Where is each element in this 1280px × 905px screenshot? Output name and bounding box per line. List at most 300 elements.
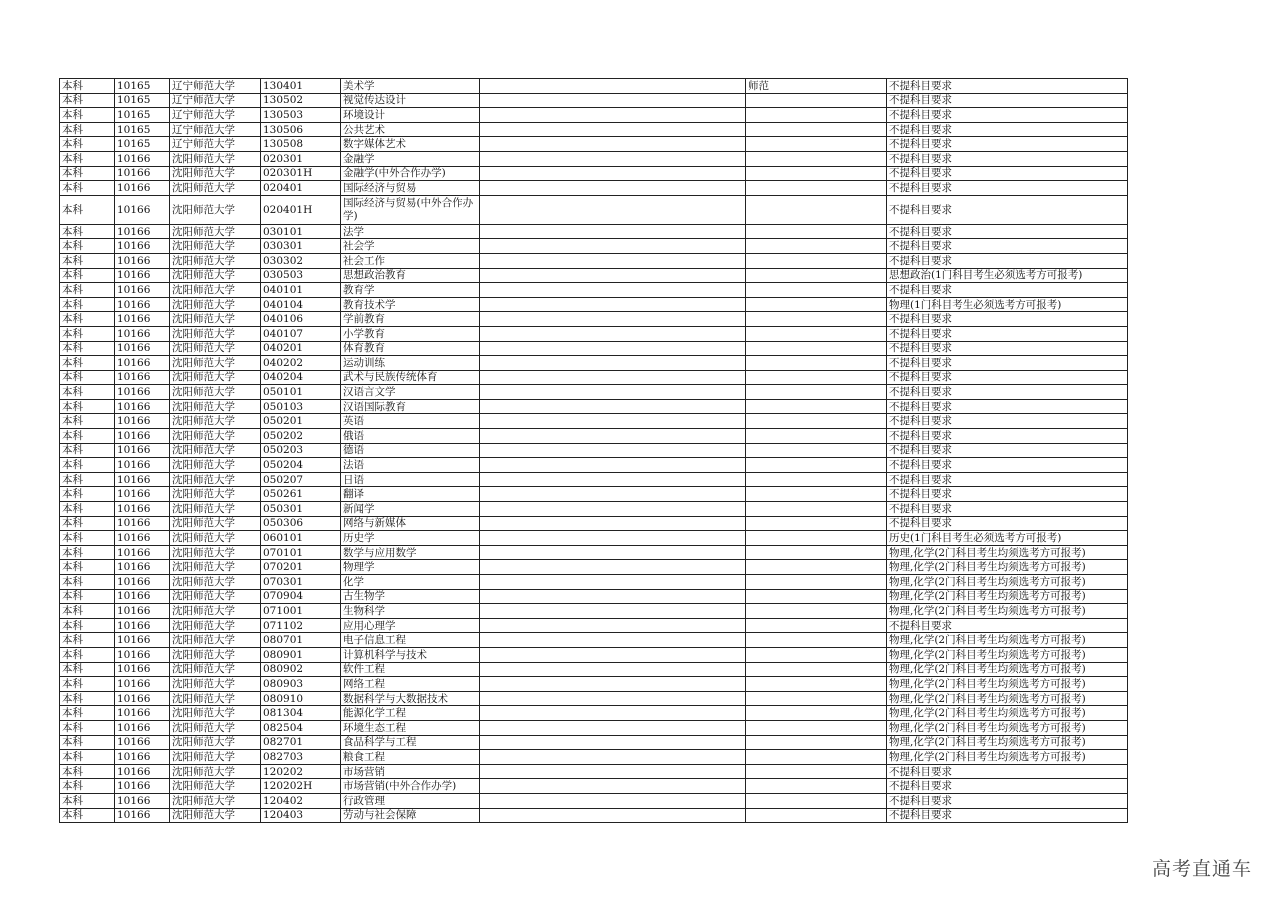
school-code-cell: 10166 [115,502,170,517]
table-row [60,575,1128,590]
school-name-cell: 沈阳师范大学 [170,735,261,750]
blank-cell [480,472,746,487]
category-cell [746,122,887,137]
subject-requirement-cell: 物理,化学(2门科目考生均须选考方可报考) [887,750,1128,765]
school-name-cell: 沈阳师范大学 [170,370,261,385]
level-cell: 本科 [60,735,115,750]
table-row [60,429,1128,444]
blank-cell [480,399,746,414]
level-cell: 本科 [60,385,115,400]
school-name-cell: 沈阳师范大学 [170,662,261,677]
school-name-cell: 沈阳师范大学 [170,443,261,458]
school-code-cell: 10166 [115,691,170,706]
level-cell: 本科 [60,356,115,371]
subject-requirement-cell: 物理,化学(2门科目考生均须选考方可报考) [887,720,1128,735]
table-row [60,545,1128,560]
school-name-cell: 沈阳师范大学 [170,195,261,224]
subject-requirement-cell: 物理,化学(2门科目考生均须选考方可报考) [887,633,1128,648]
major-name-cell: 应用心理学 [341,618,480,633]
blank-cell [480,793,746,808]
school-name-cell: 沈阳师范大学 [170,326,261,341]
school-code-cell: 10166 [115,618,170,633]
table-row [60,268,1128,283]
category-cell [746,531,887,546]
level-cell: 本科 [60,647,115,662]
subject-requirement-cell: 不提科目要求 [887,195,1128,224]
major-code-cell: 060101 [261,531,341,546]
major-code-cell: 040204 [261,370,341,385]
school-name-cell: 沈阳师范大学 [170,531,261,546]
table-row [60,224,1128,239]
school-code-cell: 10166 [115,166,170,181]
table-row [60,735,1128,750]
level-cell: 本科 [60,151,115,166]
subject-requirement-cell: 不提科目要求 [887,312,1128,327]
table-row [60,706,1128,721]
major-name-cell: 劳动与社会保障 [341,808,480,823]
school-code-cell: 10166 [115,531,170,546]
level-cell: 本科 [60,618,115,633]
table-row [60,399,1128,414]
blank-cell [480,735,746,750]
table-row [60,458,1128,473]
major-name-cell: 思想政治教育 [341,268,480,283]
school-code-cell: 10166 [115,195,170,224]
subject-requirement-cell: 不提科目要求 [887,385,1128,400]
table-row [60,312,1128,327]
table-row [60,647,1128,662]
major-name-cell: 环境设计 [341,108,480,123]
category-cell [746,253,887,268]
category-cell [746,516,887,531]
school-code-cell: 10165 [115,108,170,123]
category-cell [746,195,887,224]
school-name-cell: 沈阳师范大学 [170,764,261,779]
blank-cell [480,662,746,677]
school-name-cell: 沈阳师范大学 [170,253,261,268]
level-cell: 本科 [60,166,115,181]
blank-cell [480,429,746,444]
table-row [60,779,1128,794]
blank-cell [480,589,746,604]
major-code-cell: 040104 [261,297,341,312]
table-row [60,662,1128,677]
category-cell [746,545,887,560]
school-name-cell: 沈阳师范大学 [170,560,261,575]
major-name-cell: 小学教育 [341,326,480,341]
major-name-cell: 法语 [341,458,480,473]
blank-cell [480,764,746,779]
major-code-cell: 070301 [261,575,341,590]
level-cell: 本科 [60,268,115,283]
school-code-cell: 10166 [115,283,170,298]
blank-cell [480,604,746,619]
blank-cell [480,341,746,356]
level-cell: 本科 [60,691,115,706]
blank-cell [480,750,746,765]
table-row [60,283,1128,298]
school-name-cell: 沈阳师范大学 [170,224,261,239]
category-cell [746,677,887,692]
major-code-cell: 080701 [261,633,341,648]
major-name-cell: 电子信息工程 [341,633,480,648]
major-name-cell: 学前教育 [341,312,480,327]
table-row [60,443,1128,458]
level-cell: 本科 [60,93,115,108]
major-name-cell: 市场营销(中外合作办学) [341,779,480,794]
major-name-cell: 数据科学与大数据技术 [341,691,480,706]
table-row [60,472,1128,487]
major-name-cell: 粮食工程 [341,750,480,765]
school-code-cell: 10166 [115,224,170,239]
major-code-cell: 120402 [261,793,341,808]
blank-cell [480,487,746,502]
school-name-cell: 沈阳师范大学 [170,181,261,196]
school-code-cell: 10166 [115,764,170,779]
table-row [60,677,1128,692]
major-name-cell: 国际经济与贸易 [341,181,480,196]
table-row [60,414,1128,429]
school-code-cell: 10166 [115,341,170,356]
level-cell: 本科 [60,662,115,677]
subject-requirement-cell: 物理,化学(2门科目考生均须选考方可报考) [887,677,1128,692]
table-row [60,618,1128,633]
school-name-cell: 沈阳师范大学 [170,297,261,312]
major-code-cell: 081304 [261,706,341,721]
category-cell [746,283,887,298]
blank-cell [480,356,746,371]
major-name-cell: 社会工作 [341,253,480,268]
subject-requirement-cell: 不提科目要求 [887,239,1128,254]
major-name-cell: 食品科学与工程 [341,735,480,750]
major-code-cell: 050202 [261,429,341,444]
major-name-cell: 汉语言文学 [341,385,480,400]
school-name-cell: 沈阳师范大学 [170,239,261,254]
category-cell [746,662,887,677]
blank-cell [480,808,746,823]
major-name-cell: 公共艺术 [341,122,480,137]
major-code-cell: 030301 [261,239,341,254]
school-code-cell: 10166 [115,720,170,735]
major-name-cell: 化学 [341,575,480,590]
level-cell: 本科 [60,545,115,560]
school-name-cell: 沈阳师范大学 [170,312,261,327]
subject-requirement-cell: 不提科目要求 [887,253,1128,268]
table-row [60,750,1128,765]
blank-cell [480,531,746,546]
level-cell: 本科 [60,108,115,123]
major-name-cell: 汉语国际教育 [341,399,480,414]
level-cell: 本科 [60,458,115,473]
category-cell [746,487,887,502]
level-cell: 本科 [60,370,115,385]
school-code-cell: 10166 [115,779,170,794]
subject-requirement-cell: 不提科目要求 [887,108,1128,123]
school-code-cell: 10166 [115,356,170,371]
enrollment-table [59,78,1128,823]
major-code-cell: 080902 [261,662,341,677]
table-row [60,341,1128,356]
table-row [60,181,1128,196]
blank-cell [480,545,746,560]
major-code-cell: 020401H [261,195,341,224]
school-name-cell: 沈阳师范大学 [170,706,261,721]
level-cell: 本科 [60,239,115,254]
table-row [60,166,1128,181]
blank-cell [480,370,746,385]
major-code-cell: 130503 [261,108,341,123]
major-name-cell: 市场营销 [341,764,480,779]
category-cell [746,618,887,633]
school-code-cell: 10166 [115,385,170,400]
category-cell [746,604,887,619]
school-code-cell: 10166 [115,472,170,487]
school-code-cell: 10166 [115,589,170,604]
school-code-cell: 10166 [115,662,170,677]
table-row [60,516,1128,531]
school-name-cell: 沈阳师范大学 [170,575,261,590]
blank-cell [480,283,746,298]
school-name-cell: 辽宁师范大学 [170,108,261,123]
school-name-cell: 沈阳师范大学 [170,283,261,298]
table-row [60,326,1128,341]
table-row [60,122,1128,137]
blank-cell [480,633,746,648]
school-code-cell: 10166 [115,560,170,575]
category-cell [746,575,887,590]
category-cell [746,560,887,575]
major-code-cell: 040107 [261,326,341,341]
level-cell: 本科 [60,341,115,356]
school-name-cell: 辽宁师范大学 [170,137,261,152]
blank-cell [480,414,746,429]
school-code-cell: 10166 [115,633,170,648]
blank-cell [480,575,746,590]
category-cell: 师范 [746,79,887,94]
category-cell [746,808,887,823]
level-cell: 本科 [60,677,115,692]
subject-requirement-cell: 不提科目要求 [887,326,1128,341]
school-name-cell: 沈阳师范大学 [170,750,261,765]
level-cell: 本科 [60,414,115,429]
school-code-cell: 10166 [115,239,170,254]
level-cell: 本科 [60,633,115,648]
level-cell: 本科 [60,589,115,604]
major-name-cell: 软件工程 [341,662,480,677]
blank-cell [480,647,746,662]
school-code-cell: 10165 [115,122,170,137]
subject-requirement-cell: 物理,化学(2门科目考生均须选考方可报考) [887,560,1128,575]
school-code-cell: 10166 [115,370,170,385]
school-name-cell: 沈阳师范大学 [170,385,261,400]
blank-cell [480,677,746,692]
blank-cell [480,151,746,166]
category-cell [746,633,887,648]
school-name-cell: 沈阳师范大学 [170,808,261,823]
category-cell [746,356,887,371]
major-code-cell: 040101 [261,283,341,298]
blank-cell [480,706,746,721]
school-code-cell: 10166 [115,604,170,619]
school-name-cell: 沈阳师范大学 [170,502,261,517]
subject-requirement-cell: 不提科目要求 [887,443,1128,458]
blank-cell [480,691,746,706]
blank-cell [480,297,746,312]
major-name-cell: 金融学 [341,151,480,166]
major-name-cell: 新闻学 [341,502,480,517]
major-code-cell: 071102 [261,618,341,633]
school-code-cell: 10166 [115,414,170,429]
major-code-cell: 050101 [261,385,341,400]
subject-requirement-cell: 不提科目要求 [887,779,1128,794]
school-name-cell: 沈阳师范大学 [170,604,261,619]
school-name-cell: 沈阳师范大学 [170,356,261,371]
table-row [60,253,1128,268]
table-row [60,137,1128,152]
blank-cell [480,181,746,196]
table-row [60,151,1128,166]
major-code-cell: 130508 [261,137,341,152]
major-name-cell: 能源化学工程 [341,706,480,721]
level-cell: 本科 [60,487,115,502]
major-name-cell: 金融学(中外合作办学) [341,166,480,181]
subject-requirement-cell: 不提科目要求 [887,79,1128,94]
school-name-cell: 沈阳师范大学 [170,458,261,473]
table-row [60,589,1128,604]
major-name-cell: 翻译 [341,487,480,502]
blank-cell [480,385,746,400]
major-code-cell: 070201 [261,560,341,575]
major-name-cell: 数学与应用数学 [341,545,480,560]
blank-cell [480,502,746,517]
major-name-cell: 物理学 [341,560,480,575]
major-code-cell: 130506 [261,122,341,137]
school-code-cell: 10166 [115,735,170,750]
subject-requirement-cell: 物理(1门科目考生必须选考方可报考) [887,297,1128,312]
category-cell [746,647,887,662]
subject-requirement-cell: 物理,化学(2门科目考生均须选考方可报考) [887,575,1128,590]
table-row [60,93,1128,108]
major-name-cell: 美术学 [341,79,480,94]
school-name-cell: 沈阳师范大学 [170,341,261,356]
major-code-cell: 080903 [261,677,341,692]
level-cell: 本科 [60,399,115,414]
subject-requirement-cell: 历史(1门科目考生必须选考方可报考) [887,531,1128,546]
blank-cell [480,312,746,327]
school-code-cell: 10166 [115,268,170,283]
level-cell: 本科 [60,443,115,458]
school-name-cell: 沈阳师范大学 [170,691,261,706]
table-row [60,108,1128,123]
major-code-cell: 020401 [261,181,341,196]
school-code-cell: 10166 [115,399,170,414]
table-row [60,356,1128,371]
level-cell: 本科 [60,531,115,546]
blank-cell [480,137,746,152]
major-code-cell: 070904 [261,589,341,604]
major-name-cell: 法学 [341,224,480,239]
major-code-cell: 130502 [261,93,341,108]
subject-requirement-cell: 物理,化学(2门科目考生均须选考方可报考) [887,647,1128,662]
school-name-cell: 沈阳师范大学 [170,414,261,429]
major-name-cell: 网络工程 [341,677,480,692]
level-cell: 本科 [60,429,115,444]
subject-requirement-cell: 物理,化学(2门科目考生均须选考方可报考) [887,545,1128,560]
category-cell [746,472,887,487]
category-cell [746,93,887,108]
table-row [60,691,1128,706]
major-name-cell: 计算机科学与技术 [341,647,480,662]
level-cell: 本科 [60,575,115,590]
major-name-cell: 武术与民族传统体育 [341,370,480,385]
subject-requirement-cell: 物理,化学(2门科目考生均须选考方可报考) [887,604,1128,619]
category-cell [746,370,887,385]
category-cell [746,458,887,473]
table-row [60,808,1128,823]
major-name-cell: 生物科学 [341,604,480,619]
category-cell [746,341,887,356]
subject-requirement-cell: 不提科目要求 [887,487,1128,502]
blank-cell [480,268,746,283]
level-cell: 本科 [60,516,115,531]
level-cell: 本科 [60,79,115,94]
blank-cell [480,224,746,239]
category-cell [746,239,887,254]
blank-cell [480,195,746,224]
blank-cell [480,326,746,341]
school-code-cell: 10165 [115,93,170,108]
school-name-cell: 沈阳师范大学 [170,677,261,692]
school-code-cell: 10166 [115,706,170,721]
table-row [60,604,1128,619]
school-name-cell: 沈阳师范大学 [170,779,261,794]
category-cell [746,297,887,312]
category-cell [746,443,887,458]
subject-requirement-cell: 不提科目要求 [887,224,1128,239]
subject-requirement-cell: 不提科目要求 [887,414,1128,429]
school-code-cell: 10166 [115,575,170,590]
major-code-cell: 050204 [261,458,341,473]
level-cell: 本科 [60,750,115,765]
subject-requirement-cell: 不提科目要求 [887,181,1128,196]
school-name-cell: 辽宁师范大学 [170,122,261,137]
major-code-cell: 050261 [261,487,341,502]
level-cell: 本科 [60,181,115,196]
school-code-cell: 10165 [115,79,170,94]
level-cell: 本科 [60,764,115,779]
table-row [60,531,1128,546]
major-name-cell: 日语 [341,472,480,487]
table-row [60,487,1128,502]
subject-requirement-cell: 物理,化学(2门科目考生均须选考方可报考) [887,691,1128,706]
major-code-cell: 082701 [261,735,341,750]
subject-requirement-cell: 不提科目要求 [887,122,1128,137]
major-code-cell: 050103 [261,399,341,414]
blank-cell [480,108,746,123]
major-code-cell: 030101 [261,224,341,239]
category-cell [746,691,887,706]
table-row [60,239,1128,254]
category-cell [746,793,887,808]
level-cell: 本科 [60,312,115,327]
school-code-cell: 10165 [115,137,170,152]
school-code-cell: 10166 [115,750,170,765]
category-cell [746,764,887,779]
major-name-cell: 历史学 [341,531,480,546]
major-code-cell: 082504 [261,720,341,735]
subject-requirement-cell: 不提科目要求 [887,764,1128,779]
category-cell [746,750,887,765]
